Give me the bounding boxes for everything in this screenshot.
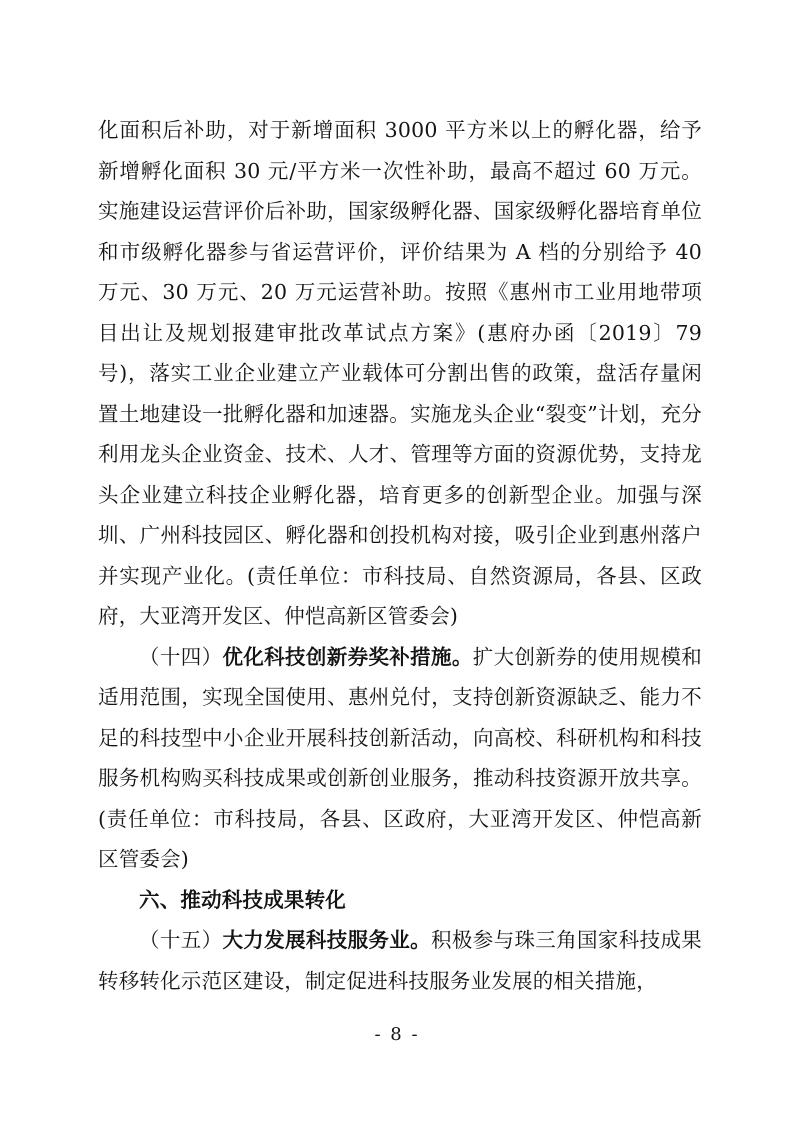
paragraph-item-15 <box>98 920 702 1001</box>
paragraph-item-15-title: 大力发展科技服务业。 <box>222 928 432 952</box>
paragraph-item-14-text: 扩大创新券的使用规模和适用范围，实现全国使用、惠州兑付，支持创新资源缺乏、能力不足的科技型中小企业开展科技创新活动，向高校、科研机构和科技服务机构购买科技成果或创新创业服务，推动科技资源开放共享。(责任单位：市科技局，各县、区政府，大亚湾开发区、仲恺高新区管委会) <box>98 644 703 871</box>
section-heading-6: 六、推动科技成果转化 <box>139 887 346 912</box>
paragraph-continued: 化面积后补助，对于新增面积 3000 平方米以上的孵化器，给予新增孵化面积 30 元/平方米一次性补助，最高不超过 60 万元。实施建设运营评价后补助，国家级孵化器、国家级孵化器培育单位和市级孵化器参与省运营评价，评价结果为 A 档的分别给予 40 万元、30 万元、20 万元运营补助。按照《惠州市工业用地带项目出让及规划报建审批改革试点方案》(惠府办函〔2019〕79 号)，落实工业企业建立产业载体可分割出售的政策，盘活存量闲置土地建设一批孵化器和加速器。实施龙头企业“裂变”计划，充分利用龙头企业资金、技术、人才、管理等方面的资源优势，支持龙头企业建立科技企业孵化器，培育更多的创新型企业。加强与深圳、广州科技园区、孵化器和创投机构对接，吸引企业到惠州落户并实现产业化。(责任单位：市科技局、自然资源局，各县、区政府，大亚湾开发区、仲恺高新区管委会) <box>98 118 702 628</box>
paragraph-item-14-title: 优化科技创新券奖补措施。 <box>222 644 473 669</box>
page-number: - 8 - <box>374 1024 420 1045</box>
page-footer <box>0 1024 794 1045</box>
paragraph-item-15-text: 积极参与珠三角国家科技成果转移转化示范区建设，制定促进科技服务业发展的相关措施， <box>98 928 702 993</box>
paragraph-item-14-number: （十四） <box>139 644 223 669</box>
paragraph-item-14 <box>98 637 702 880</box>
document-body <box>98 110 702 1001</box>
paragraph-item-15-number: （十五） <box>139 928 223 952</box>
